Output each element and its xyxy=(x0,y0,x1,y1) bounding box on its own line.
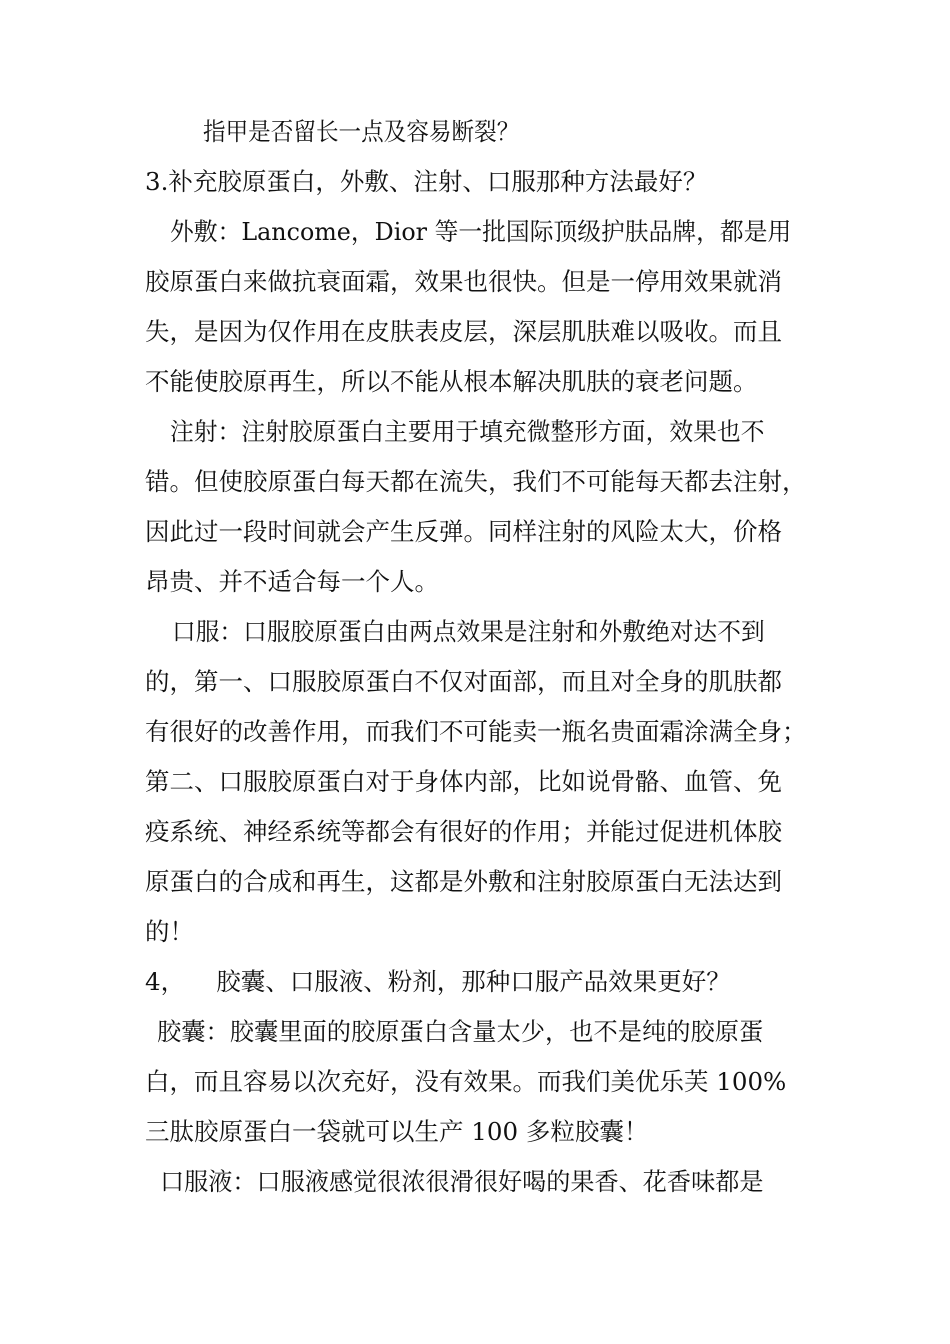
text-line: 三肽胶原蛋白一袋就可以生产 100 多粒胶囊！ xyxy=(145,1117,649,1146)
text-line: 口服液：口服液感觉很浓很滑很好喝的果香、花香味都是 xyxy=(160,1167,764,1196)
text-line: 第二、口服胶原蛋白对于身体内部，比如说骨骼、血管、免 xyxy=(145,767,782,796)
text-line: 失，是因为仅作用在皮肤表皮层，深层肌肤难以吸收。而且 xyxy=(145,317,782,346)
text-line: 口服：口服胶原蛋白由两点效果是注射和外敷绝对达不到 xyxy=(172,617,765,646)
section-heading: 4， 胶囊、口服液、粉剂，那种口服产品效果更好？ xyxy=(145,967,731,996)
text-line: 昂贵、并不适合每一个人。 xyxy=(145,567,439,596)
section-heading: 3.补充胶原蛋白，外敷、注射、口服那种方法最好？ xyxy=(145,167,708,196)
text-line: 不能使胶原再生，所以不能从根本解决肌肤的衰老问题。 xyxy=(145,367,758,396)
text-line: 有很好的改善作用，而我们不可能卖一瓶名贵面霜涂满全身； xyxy=(145,717,807,746)
text-line: 注射：注射胶原蛋白主要用于填充微整形方面，效果也不 xyxy=(170,417,765,446)
text-line: 胶囊：胶囊里面的胶原蛋白含量太少，也不是纯的胶原蛋 xyxy=(157,1017,764,1046)
text-line: 指甲是否留长一点及容易断裂？ xyxy=(203,117,520,146)
text-line: 的，第一、口服胶原蛋白不仅对面部，而且对全身的肌肤都 xyxy=(145,667,782,696)
text-line: 白，而且容易以次充好，没有效果。而我们美优乐芙 100% xyxy=(145,1067,787,1096)
text-line: 外敷：Lancome，Dior 等一批国际顶级护肤品牌，都是用 xyxy=(170,217,792,246)
text-line: 疫系统、神经系统等都会有很好的作用；并能过促进机体胶 xyxy=(145,817,782,846)
text-line: 的！ xyxy=(145,917,194,946)
text-line: 因此过一段时间就会产生反弹。同样注射的风险太大，价格 xyxy=(145,517,782,546)
text-line: 原蛋白的合成和再生，这都是外敷和注射胶原蛋白无法达到 xyxy=(145,867,782,896)
text-line: 错。但使胶原蛋白每天都在流失，我们不可能每天都去注射， xyxy=(145,467,807,496)
text-line: 胶原蛋白来做抗衰面霜，效果也很快。但是一停用效果就消 xyxy=(145,267,782,296)
